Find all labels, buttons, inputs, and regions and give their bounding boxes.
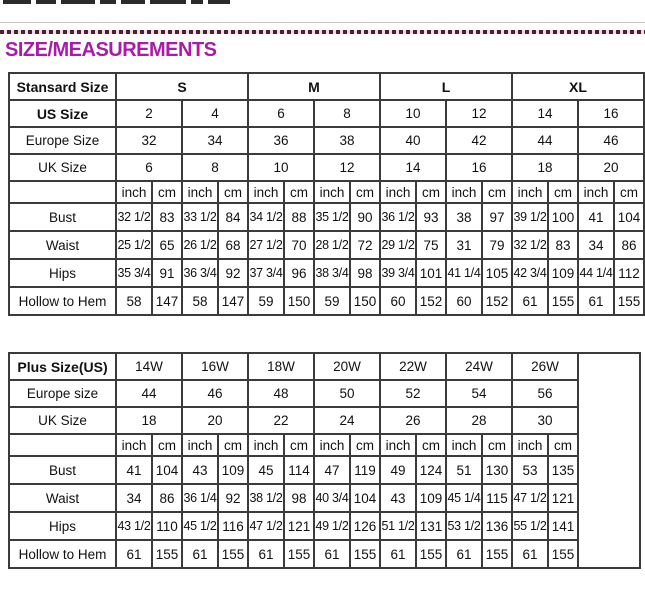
header-row (9, 100, 644, 127)
size-value-cell: 40 (380, 127, 446, 154)
measure-inch-cell: 60 (446, 287, 482, 315)
size-value-cell: 46 (578, 127, 644, 154)
measure-cm-cell: 90 (350, 203, 380, 231)
size-value-cell: 30 (512, 407, 578, 434)
size-value-cell: 28 (446, 407, 512, 434)
size-value-cell: 14 (512, 100, 578, 127)
measure-cm-cell: 136 (482, 512, 512, 540)
corner-label: Stansard Size (9, 73, 116, 100)
size-value-cell: 10 (248, 154, 314, 181)
measure-inch-cell: 59 (314, 287, 350, 315)
measure-inch-cell: 61 (248, 540, 284, 568)
measure-cm-cell: 84 (218, 203, 248, 231)
measure-label: Bust (9, 203, 116, 231)
size-value-cell: 42 (446, 127, 512, 154)
size-value-cell: 44 (116, 380, 182, 407)
measure-inch-cell: 61 (116, 540, 152, 568)
size-value-cell: 48 (248, 380, 314, 407)
unit-inch-label: inch (248, 434, 284, 456)
measure-inch-cell: 51 1/2 (380, 512, 416, 540)
measure-cm-cell: 152 (416, 287, 446, 315)
measure-inch-cell: 38 1/2 (248, 484, 284, 512)
measure-inch-cell: 37 3/4 (248, 259, 284, 287)
measure-inch-cell: 61 (578, 287, 614, 315)
size-value-cell: 26 (380, 407, 446, 434)
measure-cm-cell: 98 (350, 259, 380, 287)
unit-inch-label: inch (380, 434, 416, 456)
size-value-cell: 14W (116, 353, 182, 380)
measure-cm-cell: 104 (152, 456, 182, 484)
size-value-cell: 12 (314, 154, 380, 181)
size-value-cell: 20W (314, 353, 380, 380)
row-label: Europe Size (9, 127, 116, 154)
measure-row (9, 456, 640, 484)
measure-cm-cell: 109 (548, 259, 578, 287)
measure-cm-cell: 155 (548, 540, 578, 568)
header-row (9, 380, 640, 407)
blank-cell (578, 353, 640, 568)
measure-label: Hips (9, 512, 116, 540)
size-value-cell: 16 (446, 154, 512, 181)
measure-cm-cell: 121 (548, 484, 578, 512)
unit-cm-label: cm (548, 181, 578, 203)
measure-label: Hips (9, 259, 116, 287)
unit-cm-label: cm (548, 434, 578, 456)
size-value-cell: 26W (512, 353, 578, 380)
measure-cm-cell: 121 (284, 512, 314, 540)
measure-cm-cell: 96 (284, 259, 314, 287)
size-value-cell: 4 (182, 100, 248, 127)
size-value-cell: 18 (116, 407, 182, 434)
size-value-cell: 54 (446, 380, 512, 407)
row-label: Europe size (9, 380, 116, 407)
measure-inch-cell: 42 3/4 (512, 259, 548, 287)
size-value-cell: 18W (248, 353, 314, 380)
measure-inch-cell: 45 1/2 (182, 512, 218, 540)
measure-inch-cell: 36 1/2 (380, 203, 416, 231)
measure-inch-cell: 61 (512, 287, 548, 315)
measure-row (9, 259, 644, 287)
measure-cm-cell: 91 (152, 259, 182, 287)
row-label: UK Size (9, 154, 116, 181)
measure-cm-cell: 155 (284, 540, 314, 568)
measure-cm-cell: 83 (548, 231, 578, 259)
size-value-cell: 16 (578, 100, 644, 127)
measure-cm-cell: 147 (218, 287, 248, 315)
measure-inch-cell: 36 1/4 (182, 484, 218, 512)
measure-cm-cell: 109 (218, 456, 248, 484)
unit-cm-label: cm (482, 181, 512, 203)
size-group-cell: S (116, 73, 248, 100)
measure-inch-cell: 43 (380, 484, 416, 512)
measure-cm-cell: 70 (284, 231, 314, 259)
measure-label: Hollow to Hem (9, 287, 116, 315)
size-value-cell: 18 (512, 154, 578, 181)
measure-label: Bust (9, 456, 116, 484)
unit-inch-label: inch (182, 181, 218, 203)
measure-inch-cell: 47 1/2 (248, 512, 284, 540)
measure-cm-cell: 130 (482, 456, 512, 484)
unit-inch-label: inch (182, 434, 218, 456)
measure-inch-cell: 55 1/2 (512, 512, 548, 540)
measure-inch-cell: 51 (446, 456, 482, 484)
dashed-separator (0, 30, 645, 34)
measure-inch-cell: 61 (512, 540, 548, 568)
measure-inch-cell: 41 1/4 (446, 259, 482, 287)
measure-inch-cell: 29 1/2 (380, 231, 416, 259)
measure-inch-cell: 53 (512, 456, 548, 484)
measure-inch-cell: 36 3/4 (182, 259, 218, 287)
measure-row (9, 484, 640, 512)
measure-cm-cell: 155 (350, 540, 380, 568)
size-value-cell: 8 (182, 154, 248, 181)
size-value-cell: 22W (380, 353, 446, 380)
size-value-cell: 24 (314, 407, 380, 434)
measure-inch-cell: 39 3/4 (380, 259, 416, 287)
unit-inch-label: inch (380, 181, 416, 203)
measure-inch-cell: 32 1/2 (116, 203, 152, 231)
unit-inch-label: inch (512, 434, 548, 456)
measure-cm-cell: 155 (416, 540, 446, 568)
unit-inch-label: inch (314, 434, 350, 456)
measure-inch-cell: 31 (446, 231, 482, 259)
measure-inch-cell: 26 1/2 (182, 231, 218, 259)
measure-inch-cell: 58 (182, 287, 218, 315)
measure-cm-cell: 147 (152, 287, 182, 315)
cropped-text-remnant (3, 0, 230, 4)
unit-inch-label: inch (512, 181, 548, 203)
measure-cm-cell: 112 (614, 259, 644, 287)
measure-row (9, 512, 640, 540)
measure-cm-cell: 116 (218, 512, 248, 540)
measure-cm-cell: 75 (416, 231, 446, 259)
header-row (9, 407, 640, 434)
size-group-cell: M (248, 73, 380, 100)
measure-inch-cell: 49 1/2 (314, 512, 350, 540)
measure-cm-cell: 155 (614, 287, 644, 315)
size-value-cell: 32 (116, 127, 182, 154)
unit-cm-label: cm (284, 434, 314, 456)
size-value-cell: 52 (380, 380, 446, 407)
measure-row (9, 287, 644, 315)
size-group-cell: L (380, 73, 512, 100)
unit-cm-label: cm (218, 181, 248, 203)
measure-inch-cell: 35 1/2 (314, 203, 350, 231)
measure-inch-cell: 47 (314, 456, 350, 484)
measure-inch-cell: 41 (116, 456, 152, 484)
size-value-cell: 10 (380, 100, 446, 127)
size-value-cell: 34 (182, 127, 248, 154)
measure-cm-cell: 119 (350, 456, 380, 484)
measure-inch-cell: 61 (182, 540, 218, 568)
measure-inch-cell: 61 (446, 540, 482, 568)
size-group-row (9, 73, 644, 100)
measure-cm-cell: 68 (218, 231, 248, 259)
row-label: Plus Size(US) (9, 353, 116, 380)
measure-inch-cell: 61 (314, 540, 350, 568)
standard-size-table (8, 72, 645, 316)
header-row (9, 127, 644, 154)
unit-cm-label: cm (482, 434, 512, 456)
size-value-cell: 14 (380, 154, 446, 181)
measure-inch-cell: 61 (380, 540, 416, 568)
header-row (9, 154, 644, 181)
measure-inch-cell: 34 (116, 484, 152, 512)
size-value-cell: 8 (314, 100, 380, 127)
size-value-cell: 24W (446, 353, 512, 380)
measure-cm-cell: 150 (284, 287, 314, 315)
measure-cm-cell: 155 (482, 540, 512, 568)
measure-inch-cell: 49 (380, 456, 416, 484)
measure-cm-cell: 105 (482, 259, 512, 287)
measure-cm-cell: 115 (482, 484, 512, 512)
measure-cm-cell: 72 (350, 231, 380, 259)
measure-inch-cell: 43 (182, 456, 218, 484)
unit-inch-label: inch (116, 434, 152, 456)
measure-cm-cell: 150 (350, 287, 380, 315)
measure-label: Waist (9, 484, 116, 512)
unit-inch-label: inch (248, 181, 284, 203)
unit-cm-label: cm (284, 181, 314, 203)
unit-cm-label: cm (416, 434, 446, 456)
measure-cm-cell: 65 (152, 231, 182, 259)
measure-inch-cell: 58 (116, 287, 152, 315)
measure-cm-cell: 135 (548, 456, 578, 484)
measure-inch-cell: 47 1/2 (512, 484, 548, 512)
measure-cm-cell: 98 (284, 484, 314, 512)
size-value-cell: 44 (512, 127, 578, 154)
unit-row (9, 181, 644, 203)
size-value-cell: 16W (182, 353, 248, 380)
measure-cm-cell: 131 (416, 512, 446, 540)
header-row (9, 353, 640, 380)
measure-inch-cell: 38 (446, 203, 482, 231)
unit-row (9, 434, 640, 456)
unit-inch-label: inch (116, 181, 152, 203)
measure-cm-cell: 155 (152, 540, 182, 568)
unit-cm-label: cm (218, 434, 248, 456)
measure-cm-cell: 152 (482, 287, 512, 315)
measure-inch-cell: 38 3/4 (314, 259, 350, 287)
unit-cm-label: cm (152, 181, 182, 203)
unit-inch-label: inch (578, 181, 614, 203)
measure-cm-cell: 97 (482, 203, 512, 231)
size-value-cell: 12 (446, 100, 512, 127)
unit-cm-label: cm (416, 181, 446, 203)
unit-corner-cell (9, 434, 116, 456)
measure-row (9, 540, 640, 568)
measure-cm-cell: 114 (284, 456, 314, 484)
measure-inch-cell: 34 (578, 231, 614, 259)
measure-cm-cell: 104 (350, 484, 380, 512)
size-value-cell: 6 (248, 100, 314, 127)
measure-row (9, 231, 644, 259)
measure-cm-cell: 155 (548, 287, 578, 315)
measure-inch-cell: 40 3/4 (314, 484, 350, 512)
unit-cm-label: cm (614, 181, 644, 203)
measure-cm-cell: 83 (152, 203, 182, 231)
measure-inch-cell: 35 3/4 (116, 259, 152, 287)
page-title: SIZE/MEASUREMENTS (5, 39, 217, 61)
size-value-cell: 2 (116, 100, 182, 127)
size-value-cell: 38 (314, 127, 380, 154)
measure-cm-cell: 126 (350, 512, 380, 540)
size-value-cell: 20 (578, 154, 644, 181)
measure-inch-cell: 41 (578, 203, 614, 231)
unit-inch-label: inch (314, 181, 350, 203)
unit-cm-label: cm (350, 181, 380, 203)
measure-inch-cell: 53 1/2 (446, 512, 482, 540)
measure-cm-cell: 88 (284, 203, 314, 231)
row-label: US Size (9, 100, 116, 127)
plus-size-table (8, 352, 641, 569)
horizontal-divider (0, 22, 645, 23)
measure-inch-cell: 33 1/2 (182, 203, 218, 231)
measure-inch-cell: 34 1/2 (248, 203, 284, 231)
size-value-cell: 6 (116, 154, 182, 181)
unit-corner-cell (9, 181, 116, 203)
unit-cm-label: cm (152, 434, 182, 456)
measure-row (9, 203, 644, 231)
measure-cm-cell: 104 (614, 203, 644, 231)
measure-inch-cell: 28 1/2 (314, 231, 350, 259)
measure-cm-cell: 110 (152, 512, 182, 540)
unit-inch-label: inch (446, 434, 482, 456)
measure-cm-cell: 101 (416, 259, 446, 287)
measure-cm-cell: 100 (548, 203, 578, 231)
measure-cm-cell: 86 (152, 484, 182, 512)
measure-label: Hollow to Hem (9, 540, 116, 568)
measure-cm-cell: 109 (416, 484, 446, 512)
measure-inch-cell: 25 1/2 (116, 231, 152, 259)
size-value-cell: 36 (248, 127, 314, 154)
measure-inch-cell: 44 1/4 (578, 259, 614, 287)
measure-cm-cell: 92 (218, 484, 248, 512)
measure-label: Waist (9, 231, 116, 259)
size-value-cell: 50 (314, 380, 380, 407)
size-value-cell: 46 (182, 380, 248, 407)
size-value-cell: 22 (248, 407, 314, 434)
size-value-cell: 56 (512, 380, 578, 407)
measure-inch-cell: 43 1/2 (116, 512, 152, 540)
measure-inch-cell: 45 (248, 456, 284, 484)
measure-inch-cell: 27 1/2 (248, 231, 284, 259)
measure-cm-cell: 86 (614, 231, 644, 259)
size-group-cell: XL (512, 73, 644, 100)
measure-cm-cell: 92 (218, 259, 248, 287)
measure-cm-cell: 124 (416, 456, 446, 484)
row-label: UK Size (9, 407, 116, 434)
measure-inch-cell: 60 (380, 287, 416, 315)
measure-inch-cell: 32 1/2 (512, 231, 548, 259)
size-value-cell: 20 (182, 407, 248, 434)
measure-inch-cell: 39 1/2 (512, 203, 548, 231)
measure-cm-cell: 141 (548, 512, 578, 540)
measure-inch-cell: 45 1/4 (446, 484, 482, 512)
measure-cm-cell: 155 (218, 540, 248, 568)
unit-inch-label: inch (446, 181, 482, 203)
unit-cm-label: cm (350, 434, 380, 456)
measure-inch-cell: 59 (248, 287, 284, 315)
measure-cm-cell: 93 (416, 203, 446, 231)
measure-cm-cell: 79 (482, 231, 512, 259)
